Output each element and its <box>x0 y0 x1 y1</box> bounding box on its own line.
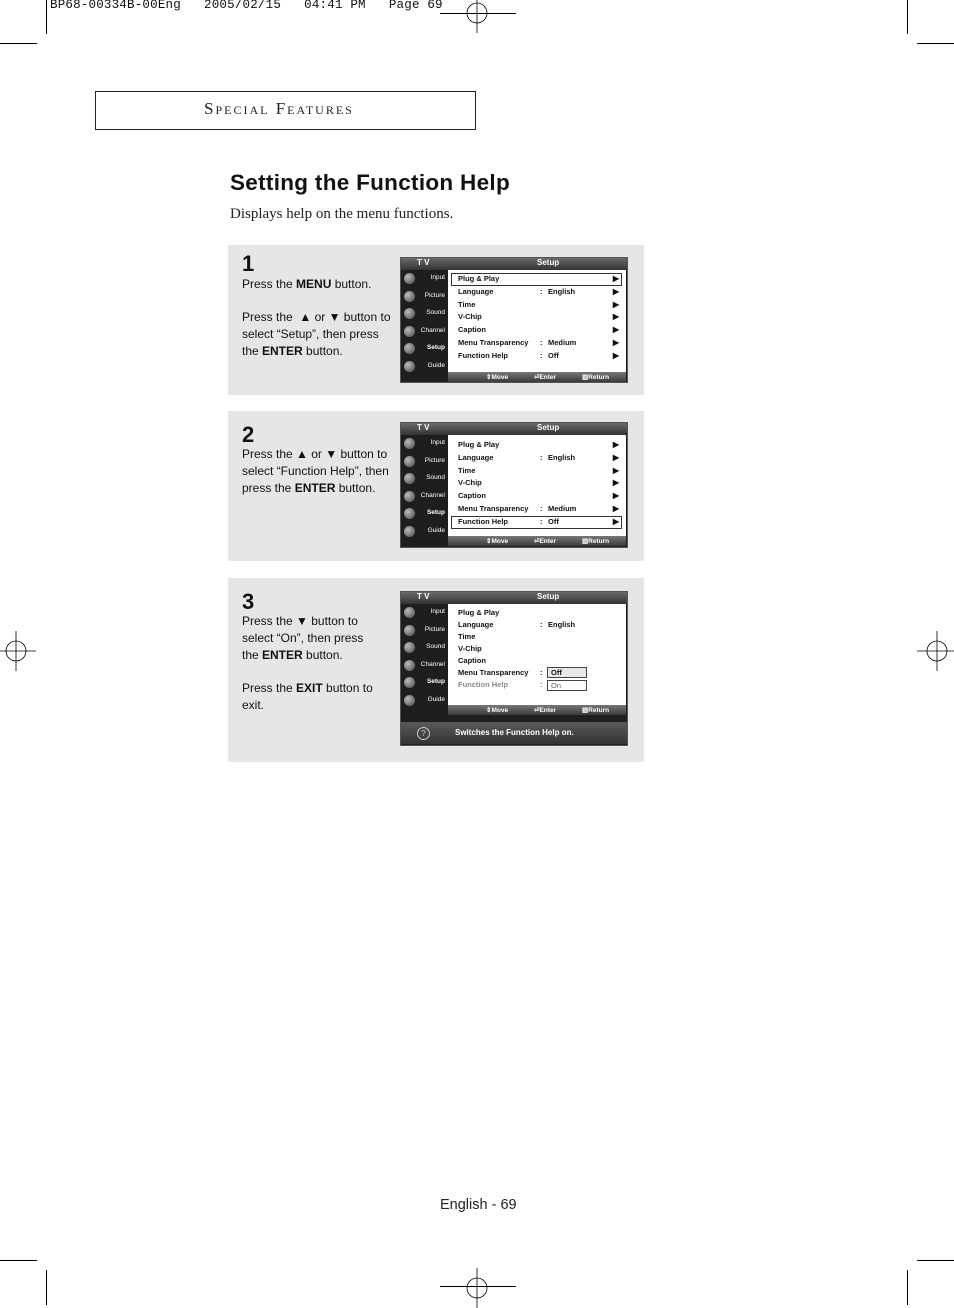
tv-menu-screenshot: T V Setup Input Picture Sound Channel Setup Guide Plug & Play Language : English Time V-Chip Caption Menu Transparency : Function Help : Off On ⇕ Move ⏎ Enter ▥ Return ? Switches the Function Help on. <box>400 591 628 746</box>
step-instructions: Press the ▲ or ▼ button to select “Function Help”, then press the ENTER button. <box>242 447 389 495</box>
setup-icon <box>404 677 415 688</box>
step-number: 3 <box>242 589 255 614</box>
tv-menu-screenshot: T V Setup Input Picture Sound Channel Setup Guide Plug & Play ▶ Language : English ▶ Time ▶ V-Chip ▶ Caption ▶ Menu Transparency : Medium ▶ Function Help : Off ▶ ⇕ Move ⏎ Enter ▥ Return <box>400 422 628 548</box>
step-instructions: Press the ▼ button to select “On”, then press the ENTER button. Press the EXIT button to exit. <box>242 614 373 712</box>
input-icon <box>404 607 415 618</box>
step-number: 1 <box>242 251 255 276</box>
sound-icon <box>404 642 415 653</box>
help-icon: ? <box>417 727 430 740</box>
crop-mark <box>46 0 47 34</box>
crop-mark <box>0 43 37 44</box>
input-icon <box>404 438 415 449</box>
sound-icon <box>404 473 415 484</box>
step-3 <box>228 578 644 762</box>
tv-menu-screenshot: T V Setup Input Picture Sound Channel Setup Guide Plug & Play ▶ Language : English ▶ Time ▶ V-Chip ▶ Caption ▶ Menu Transparency : Medium ▶ Function Help : Off ▶ ⇕ Move ⏎ Enter ▥ Return <box>400 257 628 383</box>
guide-icon <box>404 526 415 537</box>
step-2 <box>228 411 644 561</box>
tv-sidebar: Input Picture Sound Channel Setup Guide <box>401 435 448 541</box>
option-on[interactable]: On <box>547 680 587 691</box>
step-instructions: Press the MENU button. Press the ▲ or ▼ button to select “Setup”, then press the ENTER button. <box>242 277 391 358</box>
crop-mark <box>907 0 908 34</box>
picture-icon <box>404 625 415 636</box>
channel-icon <box>404 660 415 671</box>
step-number: 2 <box>242 422 255 447</box>
setup-icon <box>404 508 415 519</box>
picture-icon <box>404 456 415 467</box>
channel-icon <box>404 491 415 502</box>
crop-mark <box>907 1270 908 1305</box>
crop-mark <box>46 1270 47 1305</box>
input-icon <box>404 273 415 284</box>
guide-icon <box>404 361 415 372</box>
crop-mark <box>0 1260 37 1261</box>
crop-mark <box>917 43 954 44</box>
page-number: English - 69 <box>440 1197 517 1213</box>
tv-sidebar: Input Picture Sound Channel Setup Guide <box>401 604 448 710</box>
guide-icon <box>404 695 415 706</box>
tv-sidebar: Input Picture Sound Channel Setup Guide <box>401 270 448 376</box>
step-1 <box>228 245 644 395</box>
sound-icon <box>404 308 415 319</box>
crop-mark <box>917 1260 954 1261</box>
section-title: Special Features <box>204 99 354 118</box>
page-subtitle: Displays help on the menu functions. <box>230 206 454 222</box>
page-title: Setting the Function Help <box>230 170 510 195</box>
registration-mark-icon <box>457 0 497 33</box>
picture-icon <box>404 291 415 302</box>
registration-mark-icon <box>917 631 954 671</box>
option-off[interactable]: Off <box>547 667 587 678</box>
registration-mark-icon <box>0 631 36 671</box>
channel-icon <box>404 326 415 337</box>
function-help-bar: ? Switches the Function Help on. <box>401 722 627 744</box>
registration-mark-icon <box>457 1268 497 1308</box>
setup-icon <box>404 343 415 354</box>
printer-slug: BP68-00334B-00Eng 2005/02/15 04:41 PM Page 69 <box>50 0 443 12</box>
